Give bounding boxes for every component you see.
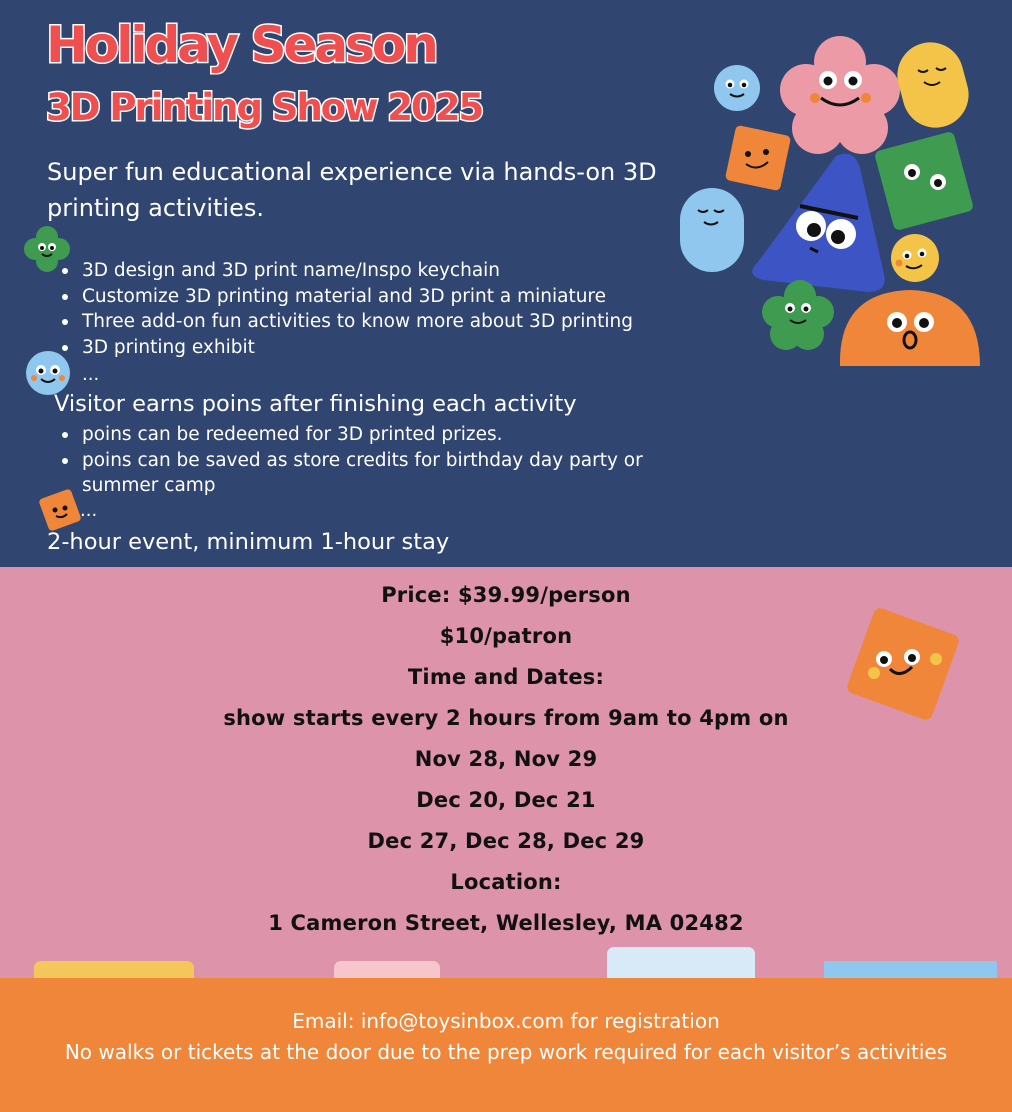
time-dates-heading: Time and Dates: bbox=[407, 665, 605, 689]
footer-text bbox=[0, 1006, 1012, 1068]
list-item: Three add-on fun activities to know more about 3D printing bbox=[60, 309, 633, 335]
duration-text: 2-hour event, minimum 1-hour stay bbox=[47, 529, 450, 555]
dates-line: Dec 20, Dec 21 bbox=[416, 788, 596, 812]
blue-ball-face-icon bbox=[25, 350, 71, 396]
dates-line: Dec 27, Dec 28, Dec 29 bbox=[367, 829, 645, 853]
list-item: 3D design and 3D print name/Inspo keychain bbox=[60, 258, 633, 284]
intro-text: Super fun educational experience via hands-on 3D printing activities. bbox=[47, 158, 657, 222]
list-item: Customize 3D printing material and 3D print a miniature bbox=[60, 284, 633, 310]
activities-ellipsis: ... bbox=[82, 364, 100, 385]
door-policy-text: No walks or tickets at the door due to the prep work required for each visitor’s activities bbox=[64, 1040, 948, 1064]
title-line-1: Holiday Season bbox=[46, 16, 436, 74]
points-ellipsis: ... bbox=[80, 500, 98, 521]
patron-price-text: $10/patron bbox=[439, 624, 573, 648]
title-line-2: 3D Printing Show 2025 bbox=[46, 86, 483, 129]
event-details-section bbox=[0, 567, 1012, 978]
address-text: 1 Cameron Street, Wellesley, MA 02482 bbox=[268, 911, 744, 935]
orange-square-face-icon bbox=[36, 486, 84, 534]
points-heading: Visitor earns poins after finishing each activity bbox=[54, 391, 577, 417]
location-heading: Location: bbox=[450, 870, 562, 894]
registration-email-text: Email: info@toysinbox.com for registration bbox=[292, 1009, 720, 1033]
price-text: Price: $39.99/person bbox=[381, 583, 631, 607]
dates-line: Nov 28, Nov 29 bbox=[414, 747, 598, 771]
list-item: poins can be saved as store credits for birthday day party or summer camp bbox=[60, 448, 720, 499]
list-item: poins can be redeemed for 3D printed prizes. bbox=[60, 422, 720, 448]
points-list bbox=[60, 422, 720, 499]
character-cluster-icon bbox=[678, 30, 998, 380]
schedule-text: show starts every 2 hours from 9am to 4pm on bbox=[223, 706, 789, 730]
list-item: 3D printing exhibit bbox=[60, 335, 633, 361]
green-flower-face-icon bbox=[22, 224, 72, 274]
activities-list bbox=[60, 258, 633, 360]
orange-square-face-icon bbox=[836, 597, 970, 731]
